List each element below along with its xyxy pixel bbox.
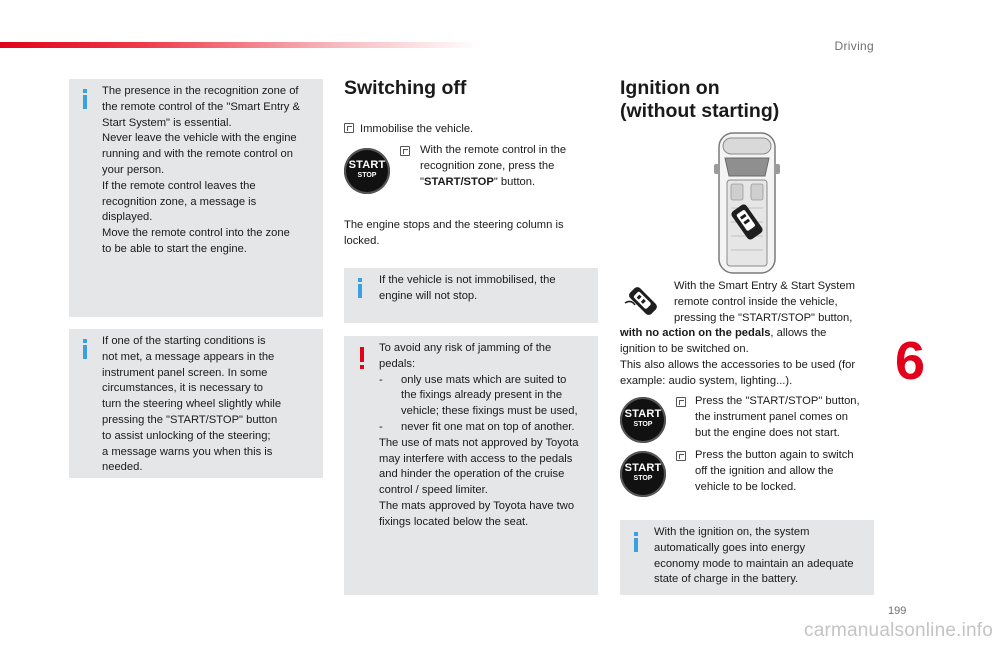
start-stop-button-icon [620,397,666,443]
warning-list-item: - only use mats which are suited to the fixings already present in the vehicle; these fixings must be used, [379,373,597,420]
warning-intro: To avoid any risk of jamming of the pedals: [379,342,552,370]
paragraph-text: , allows the ignition to be switched on. This also allows the accessories to be used (for example: audio system, lighting...). [620,327,856,387]
warning-list-item: - never fit one mat on top of another. [379,420,597,436]
bullet-press-start-stop-ignition [676,394,881,441]
bullet-icon [400,146,410,156]
warning-icon [357,347,367,371]
button-label-stop: STOP [633,421,653,428]
bullet-press-start-stop [400,143,600,190]
button-label-start: START [624,462,662,474]
info-icon [355,278,367,302]
bullet-immobilise [344,122,604,138]
bullet-text: Press the "START/STOP" button, the instrument panel comes on but the engine does not start. [695,395,860,439]
info-icon [80,89,92,113]
chapter-number: 6 [895,331,926,391]
bullet-press-again [676,448,881,495]
bullet-icon [676,397,686,407]
bullet-text: " button. [493,175,536,188]
info-icon [80,339,92,363]
paragraph-engine-stops [344,218,604,250]
start-stop-button-icon [344,148,390,194]
warning-box-mats [344,336,598,595]
bullet-text-bold: START/STOP [423,175,494,188]
section-heading-switching-off: Switching off [344,77,467,99]
car-top-view-icon [711,130,783,276]
paragraph-text-bold: with no action on the pedals [620,327,771,340]
info-box-energy-economy [620,520,874,595]
info-text: If one of the starting conditions is not met, a message appears in the instrument panel screen. In some circumstances, it is necessary to turn the steering wheel slightly while pressing the "START/STOP" button to assist unlocking of the steering; a message warns you when this is needed. [102,335,282,474]
warning-outro: The use of mats not approved by Toyota may interfere with access to the pedals and hinder the operation of the cruise control / speed limiter. The mats approved by Toyota have two fixings located below the seat. [379,436,579,528]
info-box-starting-conditions [69,329,323,478]
info-box-remote-presence [69,79,323,317]
button-label-stop: STOP [633,475,653,482]
paragraph-text: With the Smart Entry & Start System remote control inside the vehicle, pressing the "START/STOP" button, [674,280,855,324]
info-text: If the vehicle is not immobilised, the engine will not stop. [379,274,556,302]
page-number: 199 [888,605,907,617]
info-box-not-immobilised [344,268,598,323]
info-text: With the ignition on, the system automatically goes into energy economy mode to maintain an adequate state of charge in the battery. [654,526,854,586]
bullet-text: Immobilise the vehicle. [360,123,474,135]
section-heading-ignition-on [620,77,779,123]
bullet-text: With the remote control in the recognition zone, press the " [420,144,567,188]
top-accent-bar [0,42,480,48]
watermark: carmanualsonline.info [804,620,993,641]
bullet-icon [344,123,354,133]
info-icon [631,532,643,556]
start-stop-button-icon [620,451,666,497]
bullet-icon [676,451,686,461]
button-label-start: START [348,159,386,171]
section-title: Driving [834,39,874,53]
paragraph-ignition-description [620,279,876,390]
button-label-start: START [624,408,662,420]
info-text: The presence in the recognition zone of the remote control of the "Smart Entry & Start System" is essential. Never leave the vehicle with the engine running and with the remote control on your person. If the remote control leaves the recognition zone, a message is displayed. Move the remote control into the zone to be able to start the engine. [102,85,300,255]
heading-line: (without starting) [620,100,780,122]
bullet-text: Press the button again to switch off the ignition and allow the vehicle to be locked. [695,449,854,493]
paragraph-text: The engine stops and the steering column is locked. [344,219,564,247]
button-label-stop: STOP [357,172,377,179]
heading-line: Ignition on [620,77,720,99]
